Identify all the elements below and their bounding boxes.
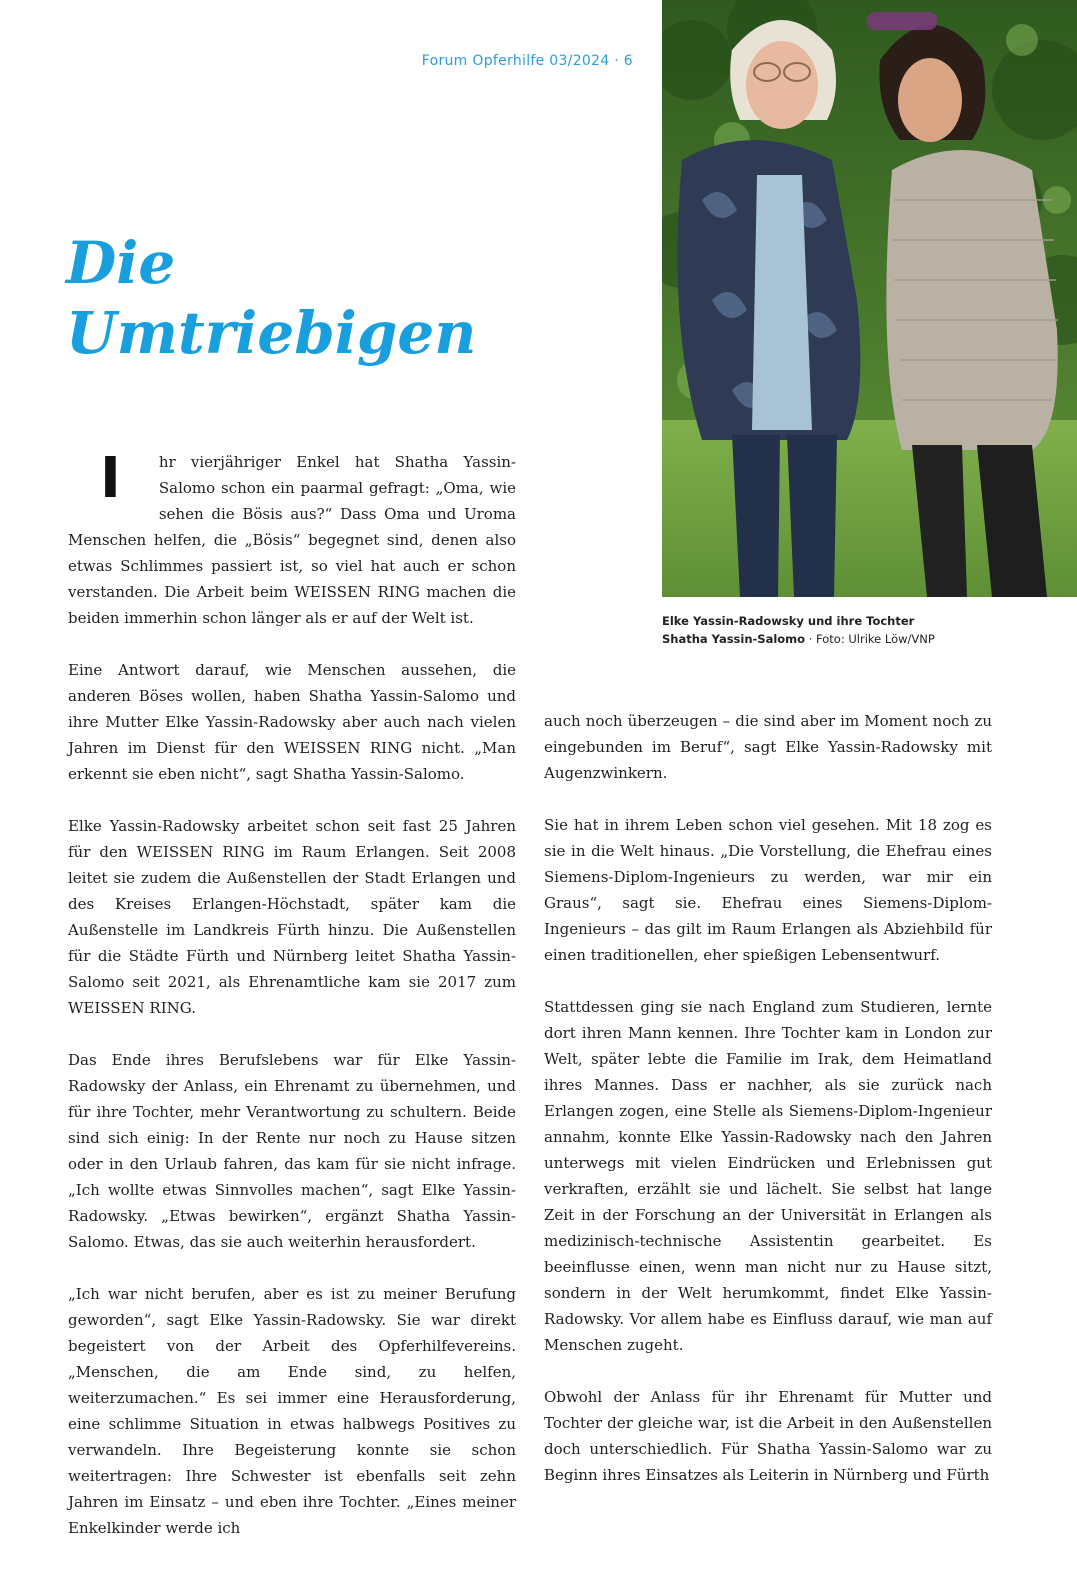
article-column-2 [544,708,992,1488]
paragraph-2: Eine Antwort darauf, wie Menschen aussehen, die anderen Böses wollen, haben Shatha Yassin-Salomo und ihre Mutter Elke Yassin-Radowsky aber auch nach vielen Jahren im Dienst für den WEISSEN RING nicht. „Man erkennt sie eben nicht“, sagt Shatha Yassin-Salomo. [68,661,516,783]
paragraph-9: Obwohl der Anlass für ihr Ehrenamt für Mutter und Tochter der gleiche war, ist die Arbeit in den Außenstellen doch unterschiedlich. Für Shatha Yassin-Salomo war zu Beginn ihres Einsatzes als Leiterin in Nürnberg und Fürth [544,1388,992,1484]
title-line-2: Umtriebigen [66,299,477,367]
caption-names-line-2: Shatha Yassin-Salomo [662,632,806,646]
article-title [66,228,476,368]
article-column-1 [68,446,516,1541]
paragraph-7: Sie hat in ihrem Leben schon viel gesehen. Mit 18 zog es sie in die Welt hinaus. „Die Vorstellung, die Ehefrau eines Siemens-Diplom-Ingenieurs zu werden, war mir ein Graus“, sagt sie. Ehefrau eines Siemens-Diplom-Ingenieurs – das gilt im Raum Erlangen als Abziehbild für einen traditionellen, eher spießigen Lebensentwurf. [544,816,992,964]
paragraph-5: „Ich war nicht berufen, aber es ist zu meiner Berufung geworden“, sagt Elke Yassin-Radowsky. Sie war direkt begeistert von der Arbeit des Opferhilfevereins. „Menschen, die am Ende sind, zu helfen, weiterzumachen.“ Es sei immer eine Herausforderung, eine schlimme Situation in etwas halbwegs Positives zu verwandeln. Ihre Begeisterung konnte sie schon weitertragen: Ihre Schwester ist ebenfalls seit zehn Jahren im Einsatz – und eben ihre Tochter. „Eines meiner Enkelkinder werde ich [68,1285,516,1537]
caption-names-line-1: Elke Yassin-Radowsky und ihre Tochter [662,614,915,628]
paragraph-1 [68,446,516,631]
paragraph-4: Das Ende ihres Berufslebens war für Elke Yassin-Radowsky der Anlass, ein Ehrenamt zu übernehmen, und für ihre Tochter, mehr Verantwortung zu schultern. Beide sind sich einig: In der Rente nur noch zu Hause sitzen oder in den Urlaub fahren, das kam für sie nicht infrage. „Ich wollte etwas Sinnvolles machen“, sagt Elke Yassin-Radowsky. „Etwas bewirken“, ergänzt Shatha Yassin-Salomo. Etwas, das sie auch weiterhin herausfordert. [68,1051,516,1251]
paragraph-1-text: hr vierjähriger Enkel hat Shatha Yassin-Salomo schon ein paarmal gefragt: „Oma, wie sehen die Bösis aus?“ Dass Oma und Uroma Menschen helfen, die „Bösis“ begegnet sind, denen also etwas Schlimmes passiert ist, so viel hat auch er schon verstanden. Die Arbeit beim WEISSEN RING machen die beiden immerhin schon länger als er auf der Welt ist. [68,453,516,627]
title-line-1: Die [66,229,176,297]
issue-header: Forum Opferhilfe 03/2024 · 6 [421,53,633,69]
paragraph-6: auch noch überzeugen – die sind aber im Moment noch zu eingebunden im Beruf“, sagt Elke Yassin-Radowsky mit Augenzwinkern. [544,712,992,782]
paragraph-3: Elke Yassin-Radowsky arbeitet schon seit fast 25 Jahren für den WEISSEN RING im Raum Erlangen. Seit 2008 leitet sie zudem die Außenstellen der Stadt Erlangen und des Kreises Erlangen-Höchstadt, später kam die Außenstelle im Landkreis Fürth hinzu. Die Außenstellen für die Städte Fürth und Nürnberg leitet Shatha Yassin-Salomo seit 2021, als Ehrenamtliche kam sie 2017 zum WEISSEN RING. [68,817,516,1017]
paragraph-8: Stattdessen ging sie nach England zum Studieren, lernte dort ihren Mann kennen. Ihre Tochter kam in London zur Welt, später lebte die Familie im Irak, dem Heimatland ihres Mannes. Dass er nachher, als sie zurück nach Erlangen zogen, eine Stelle als Siemens-Diplom-Ingenieur annahm, konnte Elke Yassin-Radowsky nach den Jahren unterwegs mit vielen Eindrücken und Erlebnissen gut verkraften, erzählt sie und lächelt. Sie selbst hat lange Zeit in der Forschung an der Universität in Erlangen als medizinisch-technische Assistentin gearbeitet. Es beeinflusse einen, wenn man nicht nur zu Hause sitzt, sondern in der Welt herumkommt, findet Elke Yassin-Radowsky. Vor allem habe es Einfluss darauf, wie man auf Menschen zugeht. [544,998,992,1354]
photo-illustration [662,0,1077,597]
drop-cap: I [100,446,121,511]
article-photo [662,0,1077,597]
photo-caption [662,612,1062,648]
caption-credit: · Foto: Ulrike Löw/VNP [805,632,935,646]
